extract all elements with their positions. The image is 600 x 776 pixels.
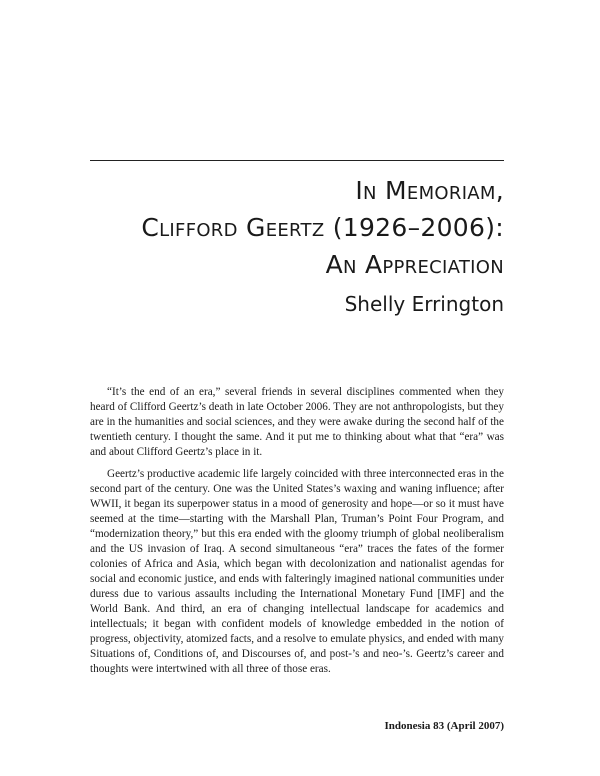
article-body [90,385,504,684]
title-rule [90,160,504,161]
paragraph-2: Geertz’s productive academic life largely coincided with three interconnected eras in the second part of the century. One was the United States’s waxing and waning influence; after WWII, it began its superpower status in a mood of generosity and hope—or so it must have seemed at the time—starting with the Marshall Plan, Truman’s Point Four Program, and “modernization theory,” but this era ended with the gloomy triumph of global neoliberalism and the US invasion of Iraq. A second simultaneous “era” traces the fates of the former colonies of Africa and Asia, which began with decolonization and nationalist agendas for social and economic justice, and ends with falteringly imagined national communities under duress due to various assaults including the International Monetary Fund [IMF] and the World Bank. And third, an era of changing intellectual landscape for academics and intellectuals; it began with confident models of knowledge embedded in the notion of progress, objectivity, atomized facts, and a resolve to emulate physics, and ended with many Situations of, Conditions of, and Discourses of, and post-’s and neo-’s. Geertz’s career and thoughts were intertwined with all three of those eras. [90,468,504,675]
title-line-2: Clifford Geertz (1926–2006): [141,213,504,242]
article-title [141,172,504,283]
journal-citation: Indonesia 83 (April 2007) [384,720,504,732]
title-line-1: In Memoriam, [355,176,504,205]
author-name: Shelly Errington [344,292,504,316]
paragraph-1: “It’s the end of an era,” several friends in several disciplines commented when they heard of Clifford Geertz’s death in late October 2006. They are not anthropologists, but they are in the humanities and social sciences, and they were awake during the second half of the twentieth century. I thought the same. And it put me to thinking about what that “era” was and about Clifford Geertz’s place in it. [90,386,504,458]
title-line-3: An Appreciation [325,250,504,279]
